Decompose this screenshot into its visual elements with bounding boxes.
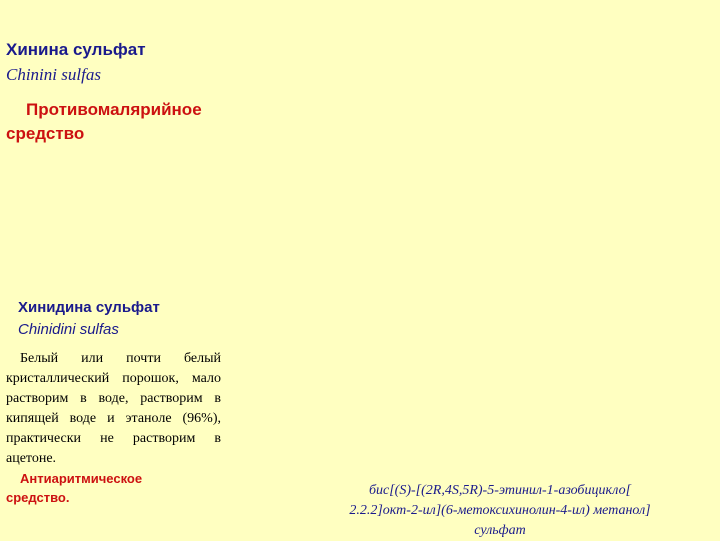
quinidine-title: Хинидина сульфат	[18, 299, 160, 316]
quinine-use: Противомалярийное средство	[6, 100, 202, 143]
quinine-latin-name: Chinini sulfas	[6, 65, 101, 84]
quinidine-description: Белый или почти белый кристаллический порошок, мало растворим в воде, растворим в кипящей воде и этаноле (96%), практически не растворим в ацетоне.	[6, 351, 221, 466]
quinine-title: Хинина сульфат	[6, 40, 146, 59]
quinidine-latin-name: Chinidini sulfas	[18, 321, 119, 338]
quinidine-chemical-name: бис[(S)-[(2R,4S,5R)-5-этинил-1-азобицикло[ 2.2.2]окт-2-ил](6-метоксихинолин-4-ил) метанол] сульфат	[349, 483, 651, 538]
quinidine-use: Антиаритмическое средство.	[6, 471, 143, 505]
